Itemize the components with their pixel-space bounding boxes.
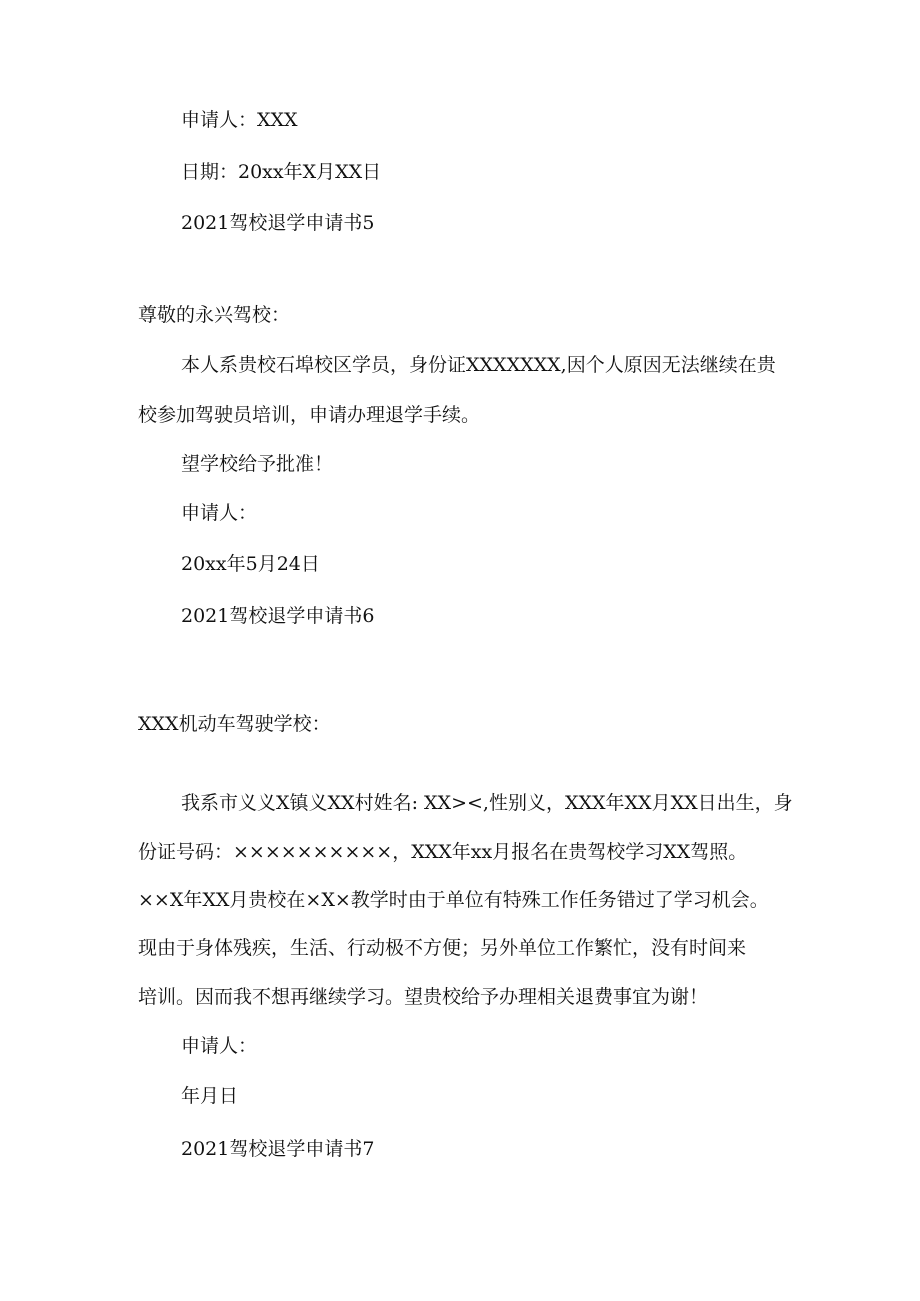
body-line-6-1: 我系市义义X镇义XX村姓名: XX><,性别义，XXX年XX月XX日出生，身 xyxy=(181,792,793,814)
body-line-6-3: ××X年XX月贵校在×X×教学时由于单位有特殊工作任务错过了学习机会。 xyxy=(138,889,769,911)
salutation-5: 尊敬的永兴驾校： xyxy=(138,304,291,326)
section-title-6: 2021驾校退学申请书6 xyxy=(181,605,375,627)
salutation-6: XXX机动车驾驶学校： xyxy=(138,713,331,735)
section-title-7: 2021驾校退学申请书7 xyxy=(181,1138,375,1160)
body-line-5-1: 本人系贵校石埠校区学员，身份证XXXXXXX,因个人原因无法继续在贵 xyxy=(181,354,776,376)
applicant-line: 申请人：XXX xyxy=(181,109,298,131)
section-title-5: 2021驾校退学申请书5 xyxy=(181,212,375,234)
applicant-line-5: 申请人： xyxy=(181,502,258,524)
date-line-5: 20xx年5月24日 xyxy=(181,553,320,575)
body-line-6-5: 培训。因而我不想再继续学习。望贵校给予办理相关退费事宜为谢！ xyxy=(138,986,709,1008)
date-line: 日期：20xx年X月XX日 xyxy=(181,161,382,183)
request-line-5: 望学校给予批准！ xyxy=(181,453,334,475)
date-line-6: 年月日 xyxy=(181,1085,239,1107)
applicant-line-6: 申请人： xyxy=(181,1035,258,1057)
body-line-6-4: 现由于身体残疾，生活、行动极不方便；另外单位工作繁忙，没有时间来 xyxy=(138,937,747,959)
body-line-6-2: 份证号码：××××××××××，XXX年xx月报名在贵驾校学习XX驾照。 xyxy=(138,841,748,863)
body-line-5-2: 校参加驾驶员培训，申请办理退学手续。 xyxy=(138,404,481,426)
